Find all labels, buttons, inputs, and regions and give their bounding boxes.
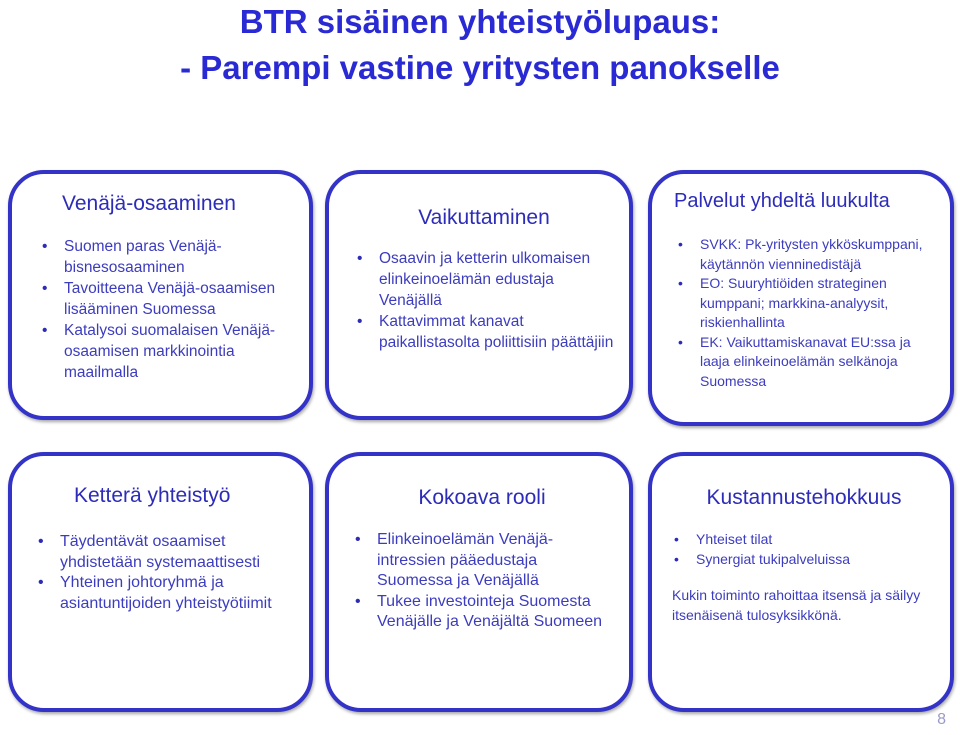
- list-item: • Yhteiset tilat: [668, 530, 940, 550]
- box-heading: Vaikuttaminen: [418, 206, 550, 229]
- list-item: • EK: Vaikuttamiskanavat EU:ssa ja laaja elinkeinoelämän selkänoja Suomessa: [672, 333, 942, 392]
- title-bold: yhteistyölupaus: [458, 3, 710, 40]
- list-item: • Täydentävät osaamiset yhdistetään systemaattisesti: [32, 532, 293, 573]
- box-heading: Palvelut yhdeltä luukulta: [674, 190, 890, 212]
- title-suffix: :: [709, 3, 721, 40]
- list-item: • Synergiat tukipalveluissa: [668, 550, 940, 570]
- box-list: [672, 235, 942, 391]
- list-item: • Tavoitteena Venäjä-osaamisen lisääminen Suomessa: [36, 278, 291, 320]
- page-number: 8: [937, 711, 946, 728]
- list-item: • Tukee investointeja Suomesta Venäjälle ja Venäjältä Suomeen: [349, 592, 615, 633]
- list-item: • Yhteinen johtoryhmä ja asiantuntijoiden yhteistyötiimit: [32, 573, 293, 614]
- list-item: • Osaavin ja ketterin ulkomaisen elinkeinoelämän edustaja Venäjällä: [351, 248, 617, 311]
- box-list: [36, 236, 291, 383]
- box-list: [351, 248, 617, 353]
- box-kokoava-rooli: [325, 452, 633, 712]
- list-item: • Kattavimmat kanavat paikallistasolta poliittisiin päättäjiin: [351, 311, 617, 353]
- box-heading: Venäjä-osaaminen: [62, 192, 236, 215]
- box-palvelut: [648, 170, 954, 426]
- box-heading: Ketterä yhteistyö: [74, 484, 231, 507]
- box-heading: Kustannustehokkuus: [706, 486, 902, 509]
- box-list: [349, 530, 615, 633]
- box-venaja-osaaminen: [8, 170, 313, 420]
- box-kustannustehokkuus: [648, 452, 954, 712]
- box-ketteraa-yhteistyo: [8, 452, 313, 712]
- slide-title-line1: [0, 0, 960, 44]
- slide-title-line2: - Parempi vastine yritysten panokselle: [180, 49, 780, 86]
- list-item: • EO: Suuryhtiöiden strateginen kumppani; markkina-analyysit, riskienhallinta: [672, 274, 942, 333]
- box-list: [668, 530, 940, 569]
- list-item: • SVKK: Pk-yritysten ykköskumppani, käytännön vienninedistäjä: [672, 235, 942, 274]
- box-heading: Kokoava rooli: [418, 486, 546, 509]
- box-vaikuttaminen: [325, 170, 633, 420]
- list-item: • Suomen paras Venäjä-bisnesosaaminen: [36, 236, 291, 278]
- list-item: • Elinkeinoelämän Venäjä-intressien pääedustaja Suomessa ja Venäjällä: [349, 530, 615, 592]
- title-prefix: BTR sisäinen: [239, 3, 458, 40]
- box-note: Kukin toiminto rahoittaa itsensä ja säilyy itsenäisenä tulosyksikkönä.: [672, 587, 921, 623]
- list-item: • Katalysoi suomalaisen Venäjä-osaamisen markkinointia maailmalla: [36, 320, 291, 383]
- box-list: [32, 532, 293, 614]
